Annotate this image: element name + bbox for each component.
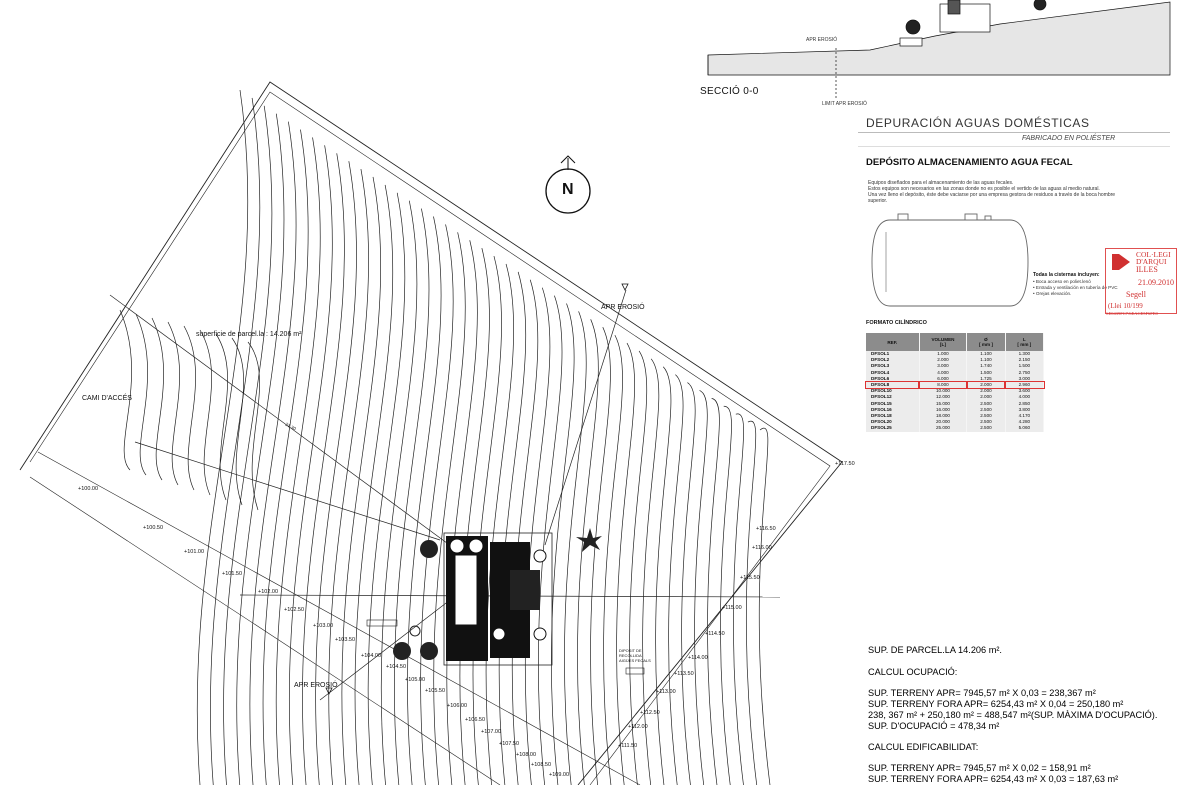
parcel-area-label: superficie de parcel.la : 14.206 m² <box>196 331 302 338</box>
table-cell: DFSOL18 <box>866 413 919 419</box>
table-cell: 2.000 <box>967 382 1005 388</box>
contour-line <box>746 421 756 785</box>
table-cell: DFSOL15 <box>866 401 919 407</box>
north-letter: N <box>562 181 574 198</box>
depuracion-subtitle: FABRICADO EN POLIÉSTER <box>1022 135 1116 142</box>
table-cell: 3.600 <box>1005 388 1043 394</box>
table-cell: DFSOL16 <box>866 407 919 413</box>
contour-label: +114.50 <box>705 631 725 637</box>
contour-line <box>381 201 417 785</box>
table-cell: 12.000 <box>919 394 967 400</box>
table-cell: 2.000 <box>919 357 967 363</box>
contour-label: +106.50 <box>465 717 486 723</box>
table-cell: 4.170 <box>1005 413 1043 419</box>
stamp-line: D'ARQUI <box>1136 257 1167 266</box>
table-cell: 25.000 <box>919 425 967 431</box>
college-stamp <box>1105 248 1177 314</box>
contour-label: +102.50 <box>284 607 305 613</box>
included-title: Todas la cisternas incluyen: <box>1033 272 1100 278</box>
table-cell: DFSOL6 <box>866 376 919 382</box>
table-cell: 2.000 <box>967 394 1005 400</box>
table-cell: 15.000 <box>919 401 967 407</box>
contour-line <box>708 398 720 785</box>
contour-line <box>302 153 344 785</box>
table-cell: 5.060 <box>1005 425 1043 431</box>
occupancy-title: CALCUL OCUPACIÓ: <box>868 667 958 677</box>
contour-line <box>237 114 284 785</box>
buildability-title: CALCUL EDIFICABILIDAT: <box>868 742 979 752</box>
description-line: superior. <box>868 198 888 204</box>
depuracion-title: DEPURACIÓN AGUAS DOMÉSTICAS <box>866 116 1090 130</box>
table-cell: 6.000 <box>919 376 967 382</box>
contour-line <box>538 296 562 785</box>
contour-line <box>421 224 454 785</box>
table-cell: DFSOL3 <box>866 363 919 369</box>
tank-symbol <box>367 620 397 626</box>
contour-line <box>656 367 671 785</box>
contour-line <box>682 383 696 785</box>
table-cell: 8.000 <box>919 382 967 388</box>
contour-line <box>630 351 647 785</box>
table-cell: 2.750 <box>1005 370 1043 376</box>
table-header-row <box>866 333 1044 351</box>
stamp-law: (Llei 10/199 <box>1108 302 1143 310</box>
table-header: REF. <box>866 333 919 351</box>
buildability-line: SUP. TERRENY APR= 7945,57 m² X 0,02 = 158,91 m² <box>868 763 1091 773</box>
table-cell: 1.500 <box>967 370 1005 376</box>
stamp-seal: Segell <box>1126 290 1146 299</box>
table-cell: 3.000 <box>919 363 967 369</box>
table-cell: 1.740 <box>967 363 1005 369</box>
table-cell: 2.000 <box>967 388 1005 394</box>
table-cell: DFSOL1 <box>866 351 919 357</box>
apr-erosio-label-bottom: APR EROSIÓ <box>294 682 338 689</box>
contour-label: +103.50 <box>335 637 356 643</box>
table-cell: 4.000 <box>1005 394 1043 400</box>
table-cell: 2.500 <box>967 401 1005 407</box>
title-rule <box>858 132 1170 133</box>
stamp-line: ILLES <box>1136 265 1158 274</box>
contour-label: +108.50 <box>531 762 552 768</box>
table-cell: 2.500 <box>967 425 1005 431</box>
included-item: • Orejas elevación. <box>1033 291 1072 296</box>
contour-label: +103.00 <box>313 623 334 629</box>
contour-label: +100.00 <box>78 486 99 492</box>
table-header: L [ mm ] <box>1005 333 1043 351</box>
contour-label: +116.50 <box>756 526 776 532</box>
contour-label: +113.00 <box>656 689 676 695</box>
contour-line <box>120 310 132 470</box>
included-item: • Entrada y ventilación en tubería de PVC <box>1033 285 1118 290</box>
section-drawing <box>708 0 1170 100</box>
tank-symbol-2 <box>626 668 644 674</box>
contour-label: +105.50 <box>425 688 446 694</box>
contour-label: +102.00 <box>258 589 279 595</box>
contour-line <box>695 390 708 785</box>
contour-line <box>168 322 180 485</box>
contour-line <box>525 288 550 785</box>
table-cell: 20.000 <box>919 419 967 425</box>
contour-line <box>473 256 502 785</box>
description-line: Equipos diseñados para el almacenamiento de las aguas fecales. <box>868 180 1014 186</box>
contour-label: +101.00 <box>184 549 205 555</box>
contour-line <box>232 338 244 505</box>
table-cell: 1.000 <box>919 351 967 357</box>
stamp-line: COL·LEGI <box>1136 250 1171 259</box>
contour-label: +101.50 <box>222 571 243 577</box>
description-line: Estos equipos son necesarios en las zonas donde no es posible el vertido de las aguas al medio natural. <box>868 186 1100 192</box>
table-cell: DFSOL2 <box>866 357 919 363</box>
apr-erosio-label-top: APR EROSIÓ <box>601 304 645 311</box>
contour-line <box>394 209 429 785</box>
contour-line <box>152 318 164 480</box>
contour-line <box>577 319 598 785</box>
table-cell: DFSOL12 <box>866 394 919 400</box>
contour-line <box>669 375 683 785</box>
contour-label: +115.50 <box>740 575 760 581</box>
contour-line <box>210 98 260 785</box>
occupancy-line: SUP. D'OCUPACIÓ = 478,34 m² <box>868 721 1000 731</box>
contour-label: +107.00 <box>481 729 502 735</box>
table-cell: 2.500 <box>967 419 1005 425</box>
table-cell: 2.850 <box>1005 401 1043 407</box>
contour-label: +115.00 <box>722 605 742 611</box>
contour-label: +109.00 <box>549 772 570 778</box>
contour-label: +111.50 <box>618 743 638 749</box>
contour-label: +116.00 <box>752 545 772 551</box>
contour-line <box>759 428 770 785</box>
table-cell: 2.150 <box>1005 357 1043 363</box>
table-cell: DFSOL8 <box>866 382 919 388</box>
occupancy-line: SUP. TERRENY APR= 7945,57 m² X 0,03 = 238,367 m² <box>868 688 1096 698</box>
stamp-date: 21.09.2010 <box>1138 278 1174 287</box>
contour-line <box>720 406 731 785</box>
table-cell: 4.000 <box>919 370 967 376</box>
contour-label: +104.50 <box>386 664 407 670</box>
table-cell: 1.500 <box>1005 363 1043 369</box>
contour-label: +112.00 <box>628 724 648 730</box>
contour-lines <box>120 90 770 785</box>
table-cell: 4.280 <box>1005 419 1043 425</box>
contour-label: +114.00 <box>688 655 708 661</box>
axis-lines <box>110 290 780 700</box>
contour-line <box>407 217 441 785</box>
contour-label: +106.00 <box>447 703 468 709</box>
table-cell: 2.500 <box>967 413 1005 419</box>
included-item: • Boca acceso en poliet.lenó <box>1033 279 1091 284</box>
contour-label: +112.50 <box>640 710 660 716</box>
contour-line <box>551 303 574 785</box>
table-cell: DFSOL20 <box>866 419 919 425</box>
contour-line <box>136 314 148 475</box>
table-cell: 2.960 <box>1005 382 1043 388</box>
table-cell: DFSOL25 <box>866 425 919 431</box>
table-cell: 1.100 <box>967 357 1005 363</box>
contour-line <box>200 330 212 495</box>
contour-line <box>499 272 526 785</box>
section-limit-label: LIMIT APR EROSIÓ <box>822 101 867 107</box>
house-footprint <box>444 533 552 665</box>
contour-label: +113.50 <box>674 671 694 677</box>
contour-label: +108.00 <box>516 752 537 758</box>
table-cell: 16.000 <box>919 407 967 413</box>
contour-label: +107.50 <box>499 741 520 747</box>
table-cell: 10.000 <box>919 388 967 394</box>
occupancy-line: 238, 367 m² + 250,180 m² = 488,547 m²(SUP. MÀXIMA D'OCUPACIÓ). <box>868 710 1158 720</box>
table-row <box>866 425 1044 431</box>
table-header: Ø [ mm ] <box>967 333 1005 351</box>
format-label: FORMATO CILÍNDRICO <box>866 320 927 326</box>
contour-label: +104.00 <box>361 653 382 659</box>
tank-note-label: DIPOSIT DE RECOLLIDA AIGÜES FECALS <box>619 648 651 663</box>
description-line: Una vez lleno el depósito, éste debe vaciarse por una empresa gestora de residuos a través de la boca hombre <box>868 192 1116 198</box>
table-cell: 1.725 <box>967 376 1005 382</box>
contour-line <box>733 414 743 785</box>
tank-title: DEPÓSITO ALMACENAMIENTO AGUA FECAL <box>866 157 1073 168</box>
occupancy-line: SUP. TERRENY FORA APR= 6254,43 m² X 0,04 = 250,180 m² <box>868 699 1124 709</box>
contour-label: +117.50 <box>835 461 855 467</box>
section-apr-label: APR EROSIÓ <box>806 37 838 43</box>
table-cell: 1.300 <box>1005 351 1043 357</box>
table-cell: 2.500 <box>967 407 1005 413</box>
tank-spec-table <box>866 333 1044 432</box>
table-cell: DFSOL4 <box>866 370 919 376</box>
contour-label: +100.50 <box>143 525 164 531</box>
contour-line <box>355 185 393 785</box>
subtitle-rule <box>858 146 1170 147</box>
table-cell: DFSOL10 <box>866 388 919 394</box>
table-cell: 1.100 <box>967 351 1005 357</box>
table-cell: 3.000 <box>1005 376 1043 382</box>
parcel-surface-text: SUP. DE PARCEL.LA 14.206 m². <box>868 645 1002 655</box>
tank-illustration <box>872 214 1028 306</box>
distance-label: 21.30 <box>284 421 297 432</box>
section-title: SECCIÓ 0-0 <box>700 86 759 97</box>
stamp-code: SE0439FC7/6EACE5F6FE0 <box>1106 311 1158 316</box>
table-cell: 3.800 <box>1005 407 1043 413</box>
contour-line <box>216 334 228 500</box>
access-road-label: CAMI D'ACCÉS <box>82 395 132 402</box>
table-cell: 18.000 <box>919 413 967 419</box>
buildability-line: SUP. TERRENY FORA APR= 6254,43 m² X 0,03 = 187,63 m² <box>868 774 1119 784</box>
contour-label: +105.00 <box>405 677 426 683</box>
table-header: VOLUMEN [L] <box>919 333 967 351</box>
contour-line <box>248 342 260 510</box>
contour-line <box>329 169 369 785</box>
contour-line <box>197 90 248 785</box>
